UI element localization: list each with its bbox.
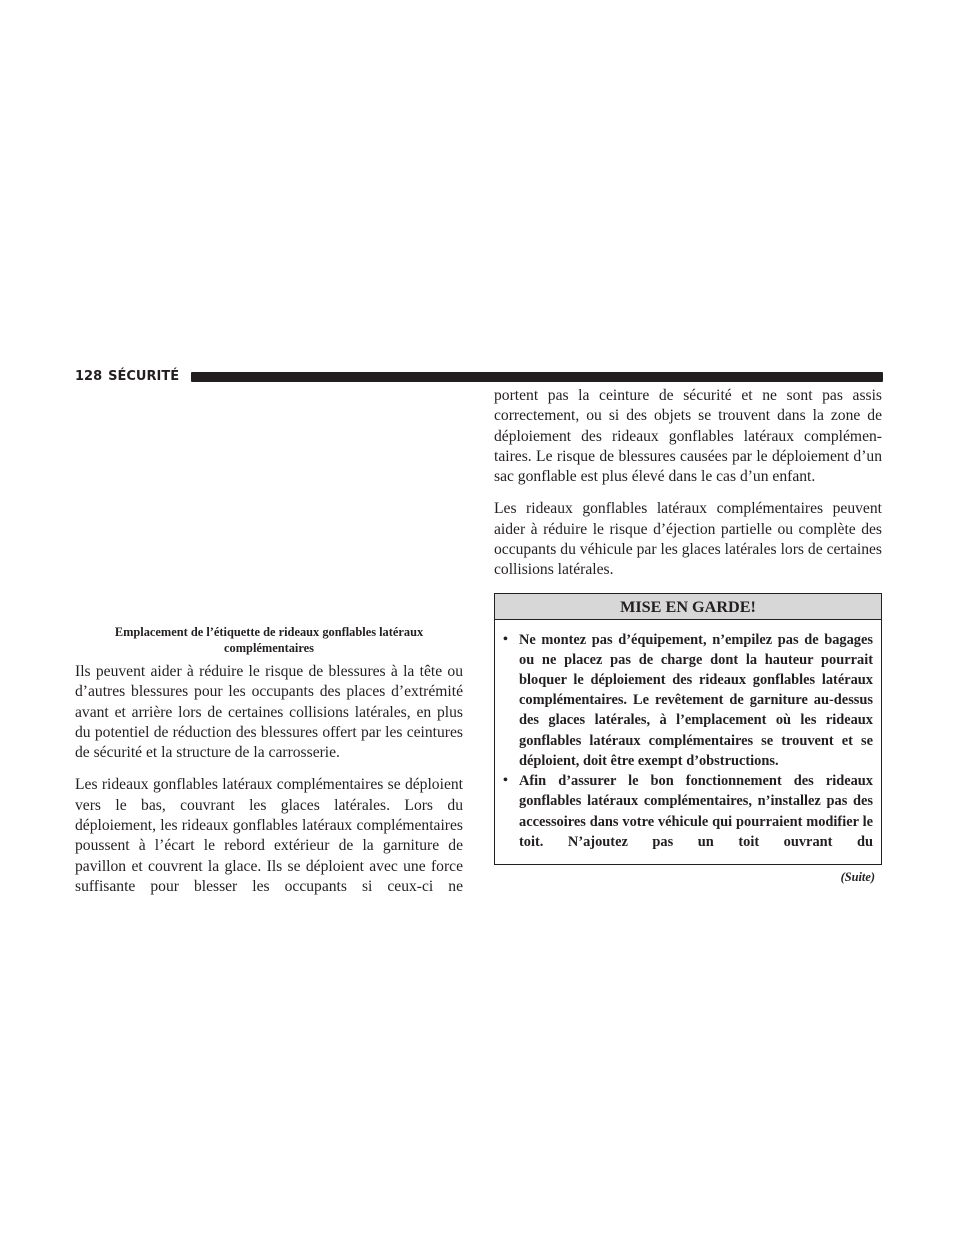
right-column	[494, 386, 882, 865]
warning-item-text: Afin d’assurer le bon fonctionnement des rideaux gonflables latéraux complémentaires, n’installez pas des accessoires dans votre véhicule qui pourraient modifier le toit. N’ajoutez pas un toit ouvrant du	[519, 773, 873, 850]
bullet-icon: •	[503, 773, 508, 789]
header-rule	[191, 372, 883, 382]
page-header	[75, 369, 883, 385]
page-number: 128	[75, 369, 103, 384]
left-column	[75, 624, 463, 909]
warning-box	[494, 593, 882, 865]
paragraph: Ils peuvent aider à réduire le risque de blessures à la tête ou d’autres blessures pour les occupants des places d’extrémité avant et arrière lors de certaines collisions latérales, en plus du potentiel de réduction des blessures offert par les ceintures de sécurité et la structure de la carrosserie.	[75, 663, 463, 762]
continued-label: (Suite)	[840, 870, 875, 884]
paragraph: Les rideaux gonflables latéraux complémentaires peuvent aider à réduire le risque d’éjection partielle ou complète des occupants du véhicule par les glaces latérales lors de certaines collisions latérales.	[494, 500, 882, 579]
section-title: SÉCURITÉ	[108, 369, 180, 384]
warning-list	[495, 620, 881, 852]
warning-title: MISE EN GARDE!	[495, 594, 881, 620]
paragraph: portent pas la ceinture de sécurité et ne sont pas assis correctement, ou si des objets se trouvent dans la zone de déploiement des rideaux gonflables latéraux complémentaires. Le risque de blessures causées par le déploiement d’un sac gonflable est plus élevé dans le cas d’un enfant.	[494, 387, 882, 486]
figure-caption: Emplacement de l’étiquette de rideaux gonflables latéraux complémentaires	[114, 625, 424, 655]
bullet-icon: •	[503, 631, 508, 647]
warning-item-text: Ne montez pas d’équipement, n’empilez pas de bagages ou ne placez pas de charge dont la hauteur pourrait bloquer le déploiement des rideaux gonflables latéraux complémentaires. Le revêtement de garniture au-dessus des glaces latérales, à l’emplacement où les rideaux gonflables latéraux complémentaires se trouvent et se déploient, doit être exempt d’obstructions.	[519, 631, 873, 769]
warning-item	[503, 630, 873, 771]
paragraph: Les rideaux gonflables latéraux complémentaires se déploient vers le bas, couvrant les glaces latérales. Lors du déploiement, les rideaux gonflables latéraux complémentaires poussent à l’écart le rebord extérieur de la garniture de pavillon et couvrent la glace. Ils se déploient avec une force suffisante pour blesser les occupants si ceux-ci ne	[75, 776, 463, 895]
warning-item	[503, 771, 873, 852]
